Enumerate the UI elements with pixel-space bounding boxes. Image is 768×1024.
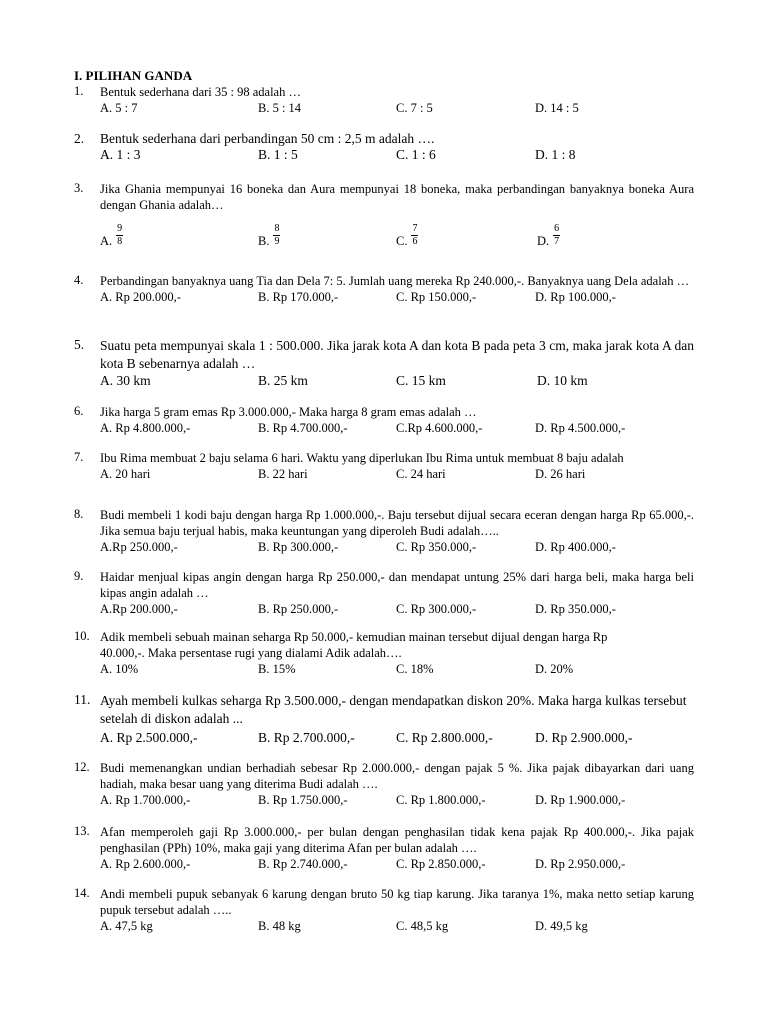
question-text: Jika harga 5 gram emas Rp 3.000.000,- Maka harga 8 gram emas adalah … [100, 405, 477, 419]
option-d[interactable]: D. 49,5 kg [535, 919, 588, 933]
question-number: 8. [74, 507, 84, 521]
option-d[interactable]: D. 26 hari [535, 467, 586, 481]
option-b[interactable]: B. Rp 2.740.000,- [258, 857, 348, 871]
option-a[interactable] [100, 222, 123, 249]
question-number: 9. [74, 569, 84, 583]
question-text: Ibu Rima membuat 2 baju selama 6 hari. Waktu yang diperlukan Ibu Rima untuk membuat 8 baju adalah [100, 451, 624, 465]
options [74, 601, 694, 617]
option-c[interactable]: C. Rp 150.000,- [396, 290, 477, 304]
option-b[interactable]: B. 48 kg [258, 919, 301, 933]
option-a[interactable]: A. Rp 1.700.000,- [100, 793, 191, 807]
option-a[interactable]: A. Rp 4.800.000,- [100, 421, 191, 435]
options [74, 420, 694, 436]
option-d[interactable]: D. Rp 100.000,- [535, 290, 616, 304]
option-letter: B. [258, 234, 270, 248]
fraction [553, 224, 560, 247]
options [74, 730, 694, 747]
question-14 [74, 886, 694, 934]
question-text: Haidar menjual kipas angin dengan harga Rp 250.000,- dan mendapat untung 25% dari harga beli, maka harga beli kipas angin adalah … [100, 570, 694, 600]
fraction [411, 224, 418, 247]
question-text: Suatu peta mempunyai skala 1 : 500.000. Jika jarak kota A dan kota B pada peta 3 cm, maka jarak kota A dan kota B sebenarnya adalah … [100, 338, 694, 371]
option-c[interactable]: C.Rp 4.600.000,- [396, 421, 483, 435]
option-b[interactable]: B. 25 km [258, 373, 308, 388]
option-a[interactable]: A. 47,5 kg [100, 919, 153, 933]
option-c[interactable]: C. 7 : 5 [396, 101, 433, 115]
option-letter: C. [396, 234, 408, 248]
question-text: Perbandingan banyaknya uang Tia dan Dela 7: 5. Jumlah uang mereka Rp 240.000,-. Banyaknya uang Dela adalah … [100, 274, 690, 288]
option-c[interactable]: C. 18% [396, 662, 434, 676]
question-text: Afan memperoleh gaji Rp 3.000.000,- per bulan dengan penghasilan tidak kena pajak Rp 400.000,-. Jika pajak penghasilan (PPh) 10%, maka gaji yang diterima Afan per bulan adalah …. [100, 825, 694, 855]
option-d[interactable]: D. Rp 4.500.000,- [535, 421, 626, 435]
question-11 [74, 692, 694, 747]
option-d[interactable]: D. Rp 1.900.000,- [535, 793, 626, 807]
options [74, 289, 694, 305]
options [74, 222, 694, 255]
option-c[interactable]: C. Rp 2.800.000,- [396, 730, 493, 745]
option-b[interactable]: B. 5 : 14 [258, 101, 302, 115]
denominator: 6 [412, 235, 418, 247]
option-a[interactable]: A. 30 km [100, 373, 151, 388]
option-letter: A. [100, 234, 113, 248]
option-d[interactable] [537, 222, 560, 249]
question-text: Andi membeli pupuk sebanyak 6 karung dengan bruto 50 kg tiap karung. Jika taranya 1%, maka netto setiap karung pupuk tersebut adalah ….. [100, 887, 694, 917]
question-text: Budi memenangkan undian berhadiah sebesar Rp 2.000.000,- dengan pajak 5 %. Jika pajak dibayarkan dari uang hadiah, maka besar uang yang diterima Budi adalah …. [100, 761, 694, 791]
question-2 [74, 131, 694, 164]
question-number: 1. [74, 84, 84, 98]
option-c[interactable] [396, 222, 418, 249]
question-number: 2. [74, 131, 85, 146]
question-7 [74, 450, 694, 482]
option-c[interactable]: C. 15 km [396, 373, 446, 388]
question-12 [74, 760, 694, 808]
option-c[interactable]: C. Rp 350.000,- [396, 540, 477, 554]
options [74, 373, 694, 390]
option-b[interactable]: B. Rp 2.700.000,- [258, 730, 355, 745]
option-b[interactable]: B. Rp 170.000,- [258, 290, 339, 304]
denominator: 9 [274, 235, 280, 247]
option-d[interactable]: D. Rp 2.900.000,- [535, 730, 633, 745]
question-10 [74, 629, 694, 677]
denominator: 7 [554, 235, 560, 247]
question-number: 3. [74, 181, 84, 195]
question-number: 14. [74, 886, 90, 900]
option-b[interactable]: B. Rp 1.750.000,- [258, 793, 348, 807]
options [74, 539, 694, 555]
option-c[interactable]: C. Rp 1.800.000,- [396, 793, 486, 807]
denominator: 8 [117, 235, 123, 247]
option-a[interactable]: A. 5 : 7 [100, 101, 138, 115]
options [74, 792, 694, 808]
options [74, 466, 694, 482]
question-text: Jika Ghania mempunyai 16 boneka dan Aura mempunyai 18 boneka, maka perbandingan banyaknya boneka Aura dengan Ghania adalah… [100, 182, 694, 212]
question-6 [74, 404, 694, 436]
option-b[interactable]: B. Rp 250.000,- [258, 602, 339, 616]
question-number: 11. [74, 692, 91, 707]
option-c[interactable]: C. Rp 300.000,- [396, 602, 477, 616]
option-a[interactable]: A.Rp 250.000,- [100, 540, 178, 554]
numerator: 9 [117, 222, 123, 234]
option-a[interactable]: A. Rp 2.500.000,- [100, 730, 198, 745]
options [74, 661, 694, 677]
question-text: Bentuk sederhana dari perbandingan 50 cm : 2,5 m adalah …. [100, 131, 435, 146]
options [74, 918, 694, 934]
question-number: 10. [74, 629, 90, 643]
option-d[interactable]: D. 20% [535, 662, 574, 676]
option-d[interactable]: D. Rp 350.000,- [535, 602, 616, 616]
option-c[interactable]: C. Rp 2.850.000,- [396, 857, 486, 871]
option-a[interactable]: A. 20 hari [100, 467, 151, 481]
question-1 [74, 84, 694, 116]
question-9 [74, 569, 694, 617]
option-b[interactable]: B. Rp 300.000,- [258, 540, 339, 554]
option-a[interactable]: A.Rp 200.000,- [100, 602, 178, 616]
option-d[interactable]: D. Rp 2.950.000,- [535, 857, 626, 871]
question-number: 5. [74, 337, 85, 352]
option-c[interactable]: C. 1 : 6 [396, 147, 436, 162]
question-number: 13. [74, 824, 90, 838]
question-5 [74, 337, 694, 390]
question-13 [74, 824, 694, 872]
question-text: Budi membeli 1 kodi baju dengan harga Rp 1.000.000,-. Baju tersebut dijual secara eceran dengan harga Rp 65.000,-. Jika semua baju terjual habis, maka keuntungan yang diperoleh Budi adalah….. [100, 508, 694, 538]
numerator: 6 [554, 222, 560, 234]
option-c[interactable]: C. 24 hari [396, 467, 446, 481]
option-b[interactable]: B. 15% [258, 662, 296, 676]
option-a[interactable]: A. 10% [100, 662, 139, 676]
fraction [116, 224, 123, 247]
option-letter: D. [537, 234, 550, 248]
option-d[interactable]: D. 1 : 8 [535, 147, 576, 162]
option-b[interactable]: B. Rp 4.700.000,- [258, 421, 348, 435]
option-a[interactable]: A. Rp 2.600.000,- [100, 857, 191, 871]
question-text: Ayah membeli kulkas seharga Rp 3.500.000,- dengan mendapatkan diskon 20%. Maka harga kulkas tersebut setelah di diskon adalah ... [100, 693, 687, 726]
option-a[interactable]: A. 1 : 3 [100, 147, 141, 162]
option-d[interactable]: D. Rp 400.000,- [535, 540, 616, 554]
question-4 [74, 273, 694, 305]
question-number: 7. [74, 450, 84, 464]
option-b[interactable]: B. 1 : 5 [258, 147, 298, 162]
options [74, 856, 694, 872]
question-text: Bentuk sederhana dari 35 : 98 adalah … [100, 85, 301, 99]
option-b[interactable] [258, 222, 280, 249]
question-number: 6. [74, 404, 84, 418]
question-number: 4. [74, 273, 84, 287]
option-d[interactable]: D. 10 km [537, 373, 588, 388]
section-heading: I. PILIHAN GANDA [74, 68, 193, 83]
options [74, 147, 694, 164]
numerator: 7 [412, 222, 418, 234]
question-8 [74, 507, 694, 555]
fraction [273, 224, 280, 247]
option-a[interactable]: A. Rp 200.000,- [100, 290, 181, 304]
numerator: 8 [274, 222, 280, 234]
question-3 [74, 181, 694, 255]
question-number: 12. [74, 760, 90, 774]
option-b[interactable]: B. 22 hari [258, 467, 308, 481]
options [74, 100, 694, 116]
question-text: Adik membeli sebuah mainan seharga Rp 50.000,- kemudian mainan tersebut dijual dengan harga Rp 40.000,-. Maka persentase rugi yang dialami Adik adalah…. [100, 630, 608, 660]
option-c[interactable]: C. 48,5 kg [396, 919, 449, 933]
option-d[interactable]: D. 14 : 5 [535, 101, 579, 115]
